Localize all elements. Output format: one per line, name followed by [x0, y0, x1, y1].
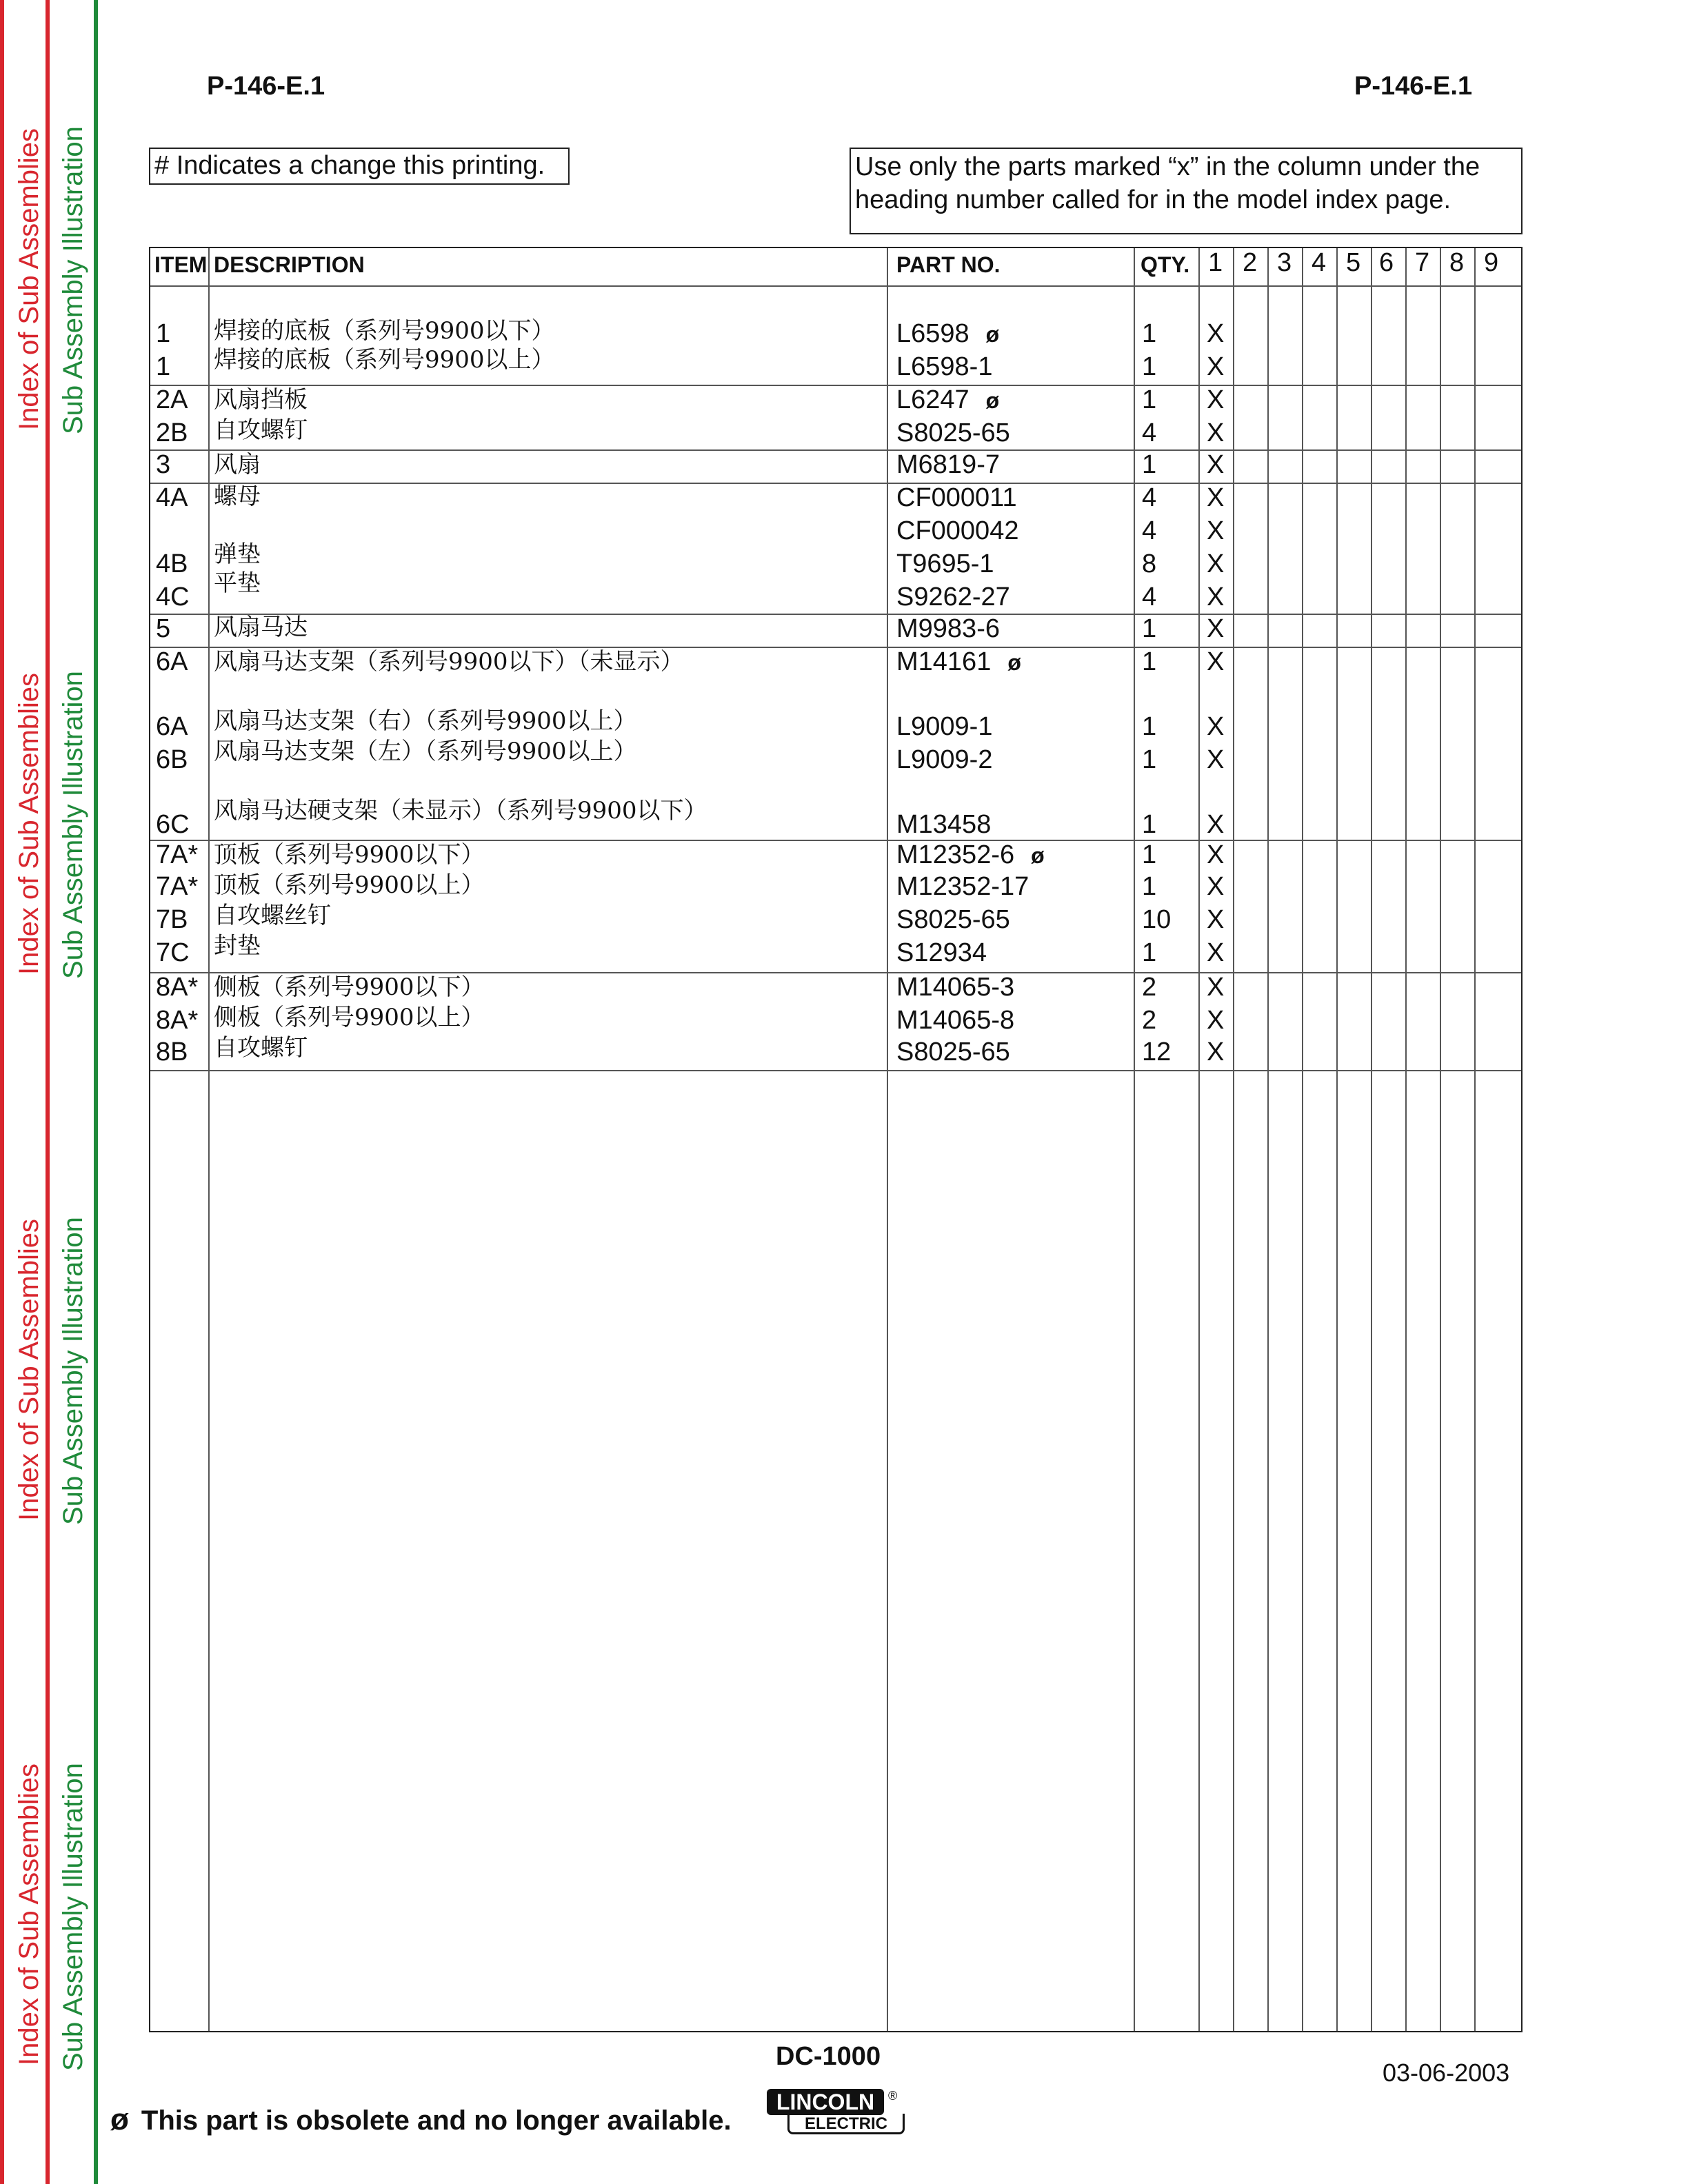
row-description: 风扇 — [214, 451, 261, 478]
nav-index-column — [0, 0, 50, 2184]
col-divider-6 — [1405, 248, 1407, 2031]
row-model-mark: X — [1207, 712, 1225, 741]
row-model-mark: X — [1207, 1006, 1225, 1035]
row-part-number: L9009-1 — [896, 712, 993, 741]
row-quantity: 1 — [1142, 450, 1157, 479]
row-model-mark: X — [1207, 516, 1225, 545]
header-col-5: 5 — [1346, 248, 1361, 277]
row-model-mark: X — [1207, 973, 1225, 1002]
row-model-mark: X — [1207, 352, 1225, 381]
row-part-number: L6247 ø — [896, 385, 1000, 414]
obsolete-symbol: ø — [110, 2103, 129, 2136]
model-name: DC-1000 — [776, 2042, 881, 2071]
row-model-mark: X — [1207, 810, 1225, 839]
obsolete-marker: ø — [985, 388, 1000, 413]
row-part-number: S8025-65 — [896, 905, 1010, 934]
row-quantity: 1 — [1142, 352, 1157, 381]
obsolete-legend-text: This part is obsolete and no longer available. — [141, 2105, 732, 2136]
row-part-number: M14065-3 — [896, 973, 1015, 1002]
group-separator — [150, 614, 1521, 615]
row-description: 顶板（系列号9900以上） — [214, 871, 485, 899]
row-quantity: 1 — [1142, 745, 1157, 774]
row-quantity: 2 — [1142, 1006, 1157, 1035]
row-quantity: 8 — [1142, 549, 1157, 578]
row-part-number: M12352-6 ø — [896, 840, 1045, 869]
group-separator — [150, 483, 1521, 484]
col-divider-desc — [887, 248, 888, 2031]
row-part-number: L6598-1 — [896, 352, 993, 381]
nav-illustration-link-4[interactable]: Sub Assembly Illustration — [58, 1763, 88, 2071]
header-part-no: PART NO. — [896, 252, 1001, 277]
row-item-number: 4C — [156, 583, 190, 611]
row-quantity: 1 — [1142, 319, 1157, 348]
row-part-number: L6598 ø — [896, 319, 1000, 348]
row-quantity: 12 — [1142, 1038, 1172, 1066]
header-divider — [150, 285, 1521, 287]
registered-mark: ® — [888, 2089, 898, 2103]
row-quantity: 4 — [1142, 483, 1157, 512]
header-col-9: 9 — [1484, 248, 1499, 277]
col-divider-1 — [1233, 248, 1234, 2031]
row-description: 风扇马达 — [214, 614, 308, 641]
group-separator — [150, 1070, 1521, 1071]
col-divider-2 — [1267, 248, 1269, 2031]
row-quantity: 4 — [1142, 418, 1157, 447]
row-description: 侧板（系列号9900以下） — [214, 973, 485, 1001]
row-part-number: M13458 — [896, 810, 992, 839]
row-description: 风扇马达支架（系列号9900以下）（未显示） — [214, 648, 684, 676]
row-part-number: M9983-6 — [896, 614, 1000, 643]
row-description: 顶板（系列号9900以下） — [214, 841, 485, 869]
row-quantity: 1 — [1142, 840, 1157, 869]
row-quantity: 10 — [1142, 905, 1172, 934]
col-divider-3 — [1302, 248, 1303, 2031]
header-col-4: 4 — [1312, 248, 1327, 277]
row-part-number: S9262-27 — [896, 583, 1010, 611]
row-quantity: 1 — [1142, 810, 1157, 839]
row-item-number: 4B — [156, 549, 188, 578]
row-model-mark: X — [1207, 840, 1225, 869]
header-description: DESCRIPTION — [214, 252, 365, 277]
row-part-number: M14161 ø — [896, 647, 1021, 676]
nav-index-link-2[interactable]: Index of Sub Assemblies — [14, 672, 44, 975]
col-divider-part — [1134, 248, 1135, 2031]
usage-note — [850, 148, 1523, 234]
row-description: 风扇马达硬支架（未显示）（系列号9900以下） — [214, 797, 707, 825]
row-description: 封垫 — [214, 932, 261, 960]
row-item-number: 7A* — [156, 872, 199, 901]
row-item-number: 7B — [156, 905, 188, 934]
col-divider-5 — [1371, 248, 1372, 2031]
page-code-left: P-146-E.1 — [207, 72, 325, 101]
page-code-right: P-146-E.1 — [1354, 72, 1473, 101]
row-description: 侧板（系列号9900以上） — [214, 1004, 485, 1031]
change-note — [149, 148, 570, 185]
header-qty: QTY. — [1141, 252, 1190, 277]
usage-note-line-1: Use only the parts marked “x” in the column under the — [855, 152, 1480, 181]
nav-index-link-1[interactable]: Index of Sub Assemblies — [14, 128, 44, 430]
row-model-mark: X — [1207, 450, 1225, 479]
nav-index-link-3[interactable]: Index of Sub Assemblies — [14, 1218, 44, 1521]
row-quantity: 4 — [1142, 583, 1157, 611]
row-model-mark: X — [1207, 938, 1225, 967]
row-part-number: T9695-1 — [896, 549, 994, 578]
row-model-mark: X — [1207, 385, 1225, 414]
row-model-mark: X — [1207, 647, 1225, 676]
row-model-mark: X — [1207, 1038, 1225, 1066]
row-quantity: 2 — [1142, 973, 1157, 1002]
row-model-mark: X — [1207, 418, 1225, 447]
header-col-3: 3 — [1277, 248, 1292, 277]
row-quantity: 1 — [1142, 712, 1157, 741]
row-description: 自攻螺钉 — [214, 1034, 308, 1062]
logo-top-text: LINCOLN — [767, 2089, 884, 2115]
row-part-number: CF000042 — [896, 516, 1019, 545]
row-model-mark: X — [1207, 745, 1225, 774]
row-item-number: 3 — [156, 450, 171, 479]
col-divider-item — [208, 248, 210, 2031]
row-part-number: M14065-8 — [896, 1006, 1015, 1035]
row-description: 风扇马达支架（左）（系列号9900以上） — [214, 738, 637, 765]
logo-bottom-text: ELECTRIC — [787, 2114, 905, 2134]
nav-index-link-4[interactable]: Index of Sub Assemblies — [14, 1763, 44, 2065]
obsolete-marker: ø — [985, 322, 1000, 347]
obsolete-marker: ø — [1031, 843, 1045, 868]
row-item-number: 8B — [156, 1038, 188, 1066]
nav-illustration-link-2[interactable]: Sub Assembly Illustration — [58, 671, 88, 979]
row-item-number: 7A* — [156, 840, 199, 869]
row-item-number: 2A — [156, 385, 188, 414]
row-item-number: 4A — [156, 483, 188, 512]
row-quantity: 1 — [1142, 647, 1157, 676]
row-model-mark: X — [1207, 319, 1225, 348]
row-part-number: S8025-65 — [896, 1038, 1010, 1066]
row-model-mark: X — [1207, 483, 1225, 512]
header-item: ITEM — [154, 252, 208, 277]
nav-illustration-link-3[interactable]: Sub Assembly Illustration — [58, 1217, 88, 1525]
col-divider-8 — [1474, 248, 1476, 2031]
row-model-mark: X — [1207, 614, 1225, 643]
col-divider-4 — [1336, 248, 1338, 2031]
row-part-number: S12934 — [896, 938, 987, 967]
row-description: 平垫 — [214, 569, 261, 597]
row-description: 焊接的底板（系列号9900以下） — [214, 317, 555, 345]
print-date: 03-06-2003 — [1383, 2059, 1510, 2087]
row-description: 自攻螺丝钉 — [214, 902, 331, 929]
row-item-number: 6A — [156, 647, 188, 676]
row-item-number: 1 — [156, 352, 171, 381]
row-description: 风扇挡板 — [214, 386, 308, 414]
row-quantity: 1 — [1142, 385, 1157, 414]
obsolete-legend — [110, 2103, 732, 2137]
row-item-number: 5 — [156, 614, 171, 643]
group-separator — [150, 385, 1521, 386]
row-part-number: L9009-2 — [896, 745, 993, 774]
obsolete-marker: ø — [1007, 650, 1021, 675]
row-item-number: 8A* — [156, 973, 199, 1002]
row-description: 自攻螺钉 — [214, 416, 308, 444]
row-item-number: 6A — [156, 712, 188, 741]
header-col-1: 1 — [1208, 248, 1223, 277]
row-part-number: M6819-7 — [896, 450, 1000, 479]
row-model-mark: X — [1207, 872, 1225, 901]
row-quantity: 4 — [1142, 516, 1157, 545]
change-note-text: # Indicates a change this printing. — [154, 151, 545, 180]
col-divider-7 — [1440, 248, 1441, 2031]
row-description: 焊接的底板（系列号9900以上） — [214, 346, 555, 374]
row-part-number: CF000011 — [896, 483, 1017, 512]
header-col-7: 7 — [1415, 248, 1430, 277]
header-col-2: 2 — [1243, 248, 1258, 277]
col-divider-qty — [1198, 248, 1200, 2031]
row-part-number: S8025-65 — [896, 418, 1010, 447]
parts-table — [149, 247, 1523, 2032]
row-item-number: 6B — [156, 745, 188, 774]
usage-note-line-2: heading number called for in the model index page. — [855, 185, 1451, 214]
row-model-mark: X — [1207, 583, 1225, 611]
row-item-number: 2B — [156, 418, 188, 447]
row-description: 弹垫 — [214, 540, 261, 568]
nav-illustration-link-1[interactable]: Sub Assembly Illustration — [58, 126, 88, 434]
lincoln-electric-logo — [767, 2089, 906, 2137]
nav-illustration-column — [50, 0, 98, 2184]
header-col-6: 6 — [1379, 248, 1394, 277]
row-model-mark: X — [1207, 549, 1225, 578]
row-model-mark: X — [1207, 905, 1225, 934]
row-part-number: M12352-17 — [896, 872, 1029, 901]
row-quantity: 1 — [1142, 872, 1157, 901]
group-separator — [150, 449, 1521, 451]
row-quantity: 1 — [1142, 614, 1157, 643]
row-description: 风扇马达支架（右）（系列号9900以上） — [214, 707, 637, 735]
row-item-number: 6C — [156, 810, 190, 839]
row-description: 螺母 — [214, 483, 261, 510]
row-item-number: 8A* — [156, 1006, 199, 1035]
row-item-number: 1 — [156, 319, 171, 348]
header-col-8: 8 — [1449, 248, 1465, 277]
row-quantity: 1 — [1142, 938, 1157, 967]
row-item-number: 7C — [156, 938, 190, 967]
